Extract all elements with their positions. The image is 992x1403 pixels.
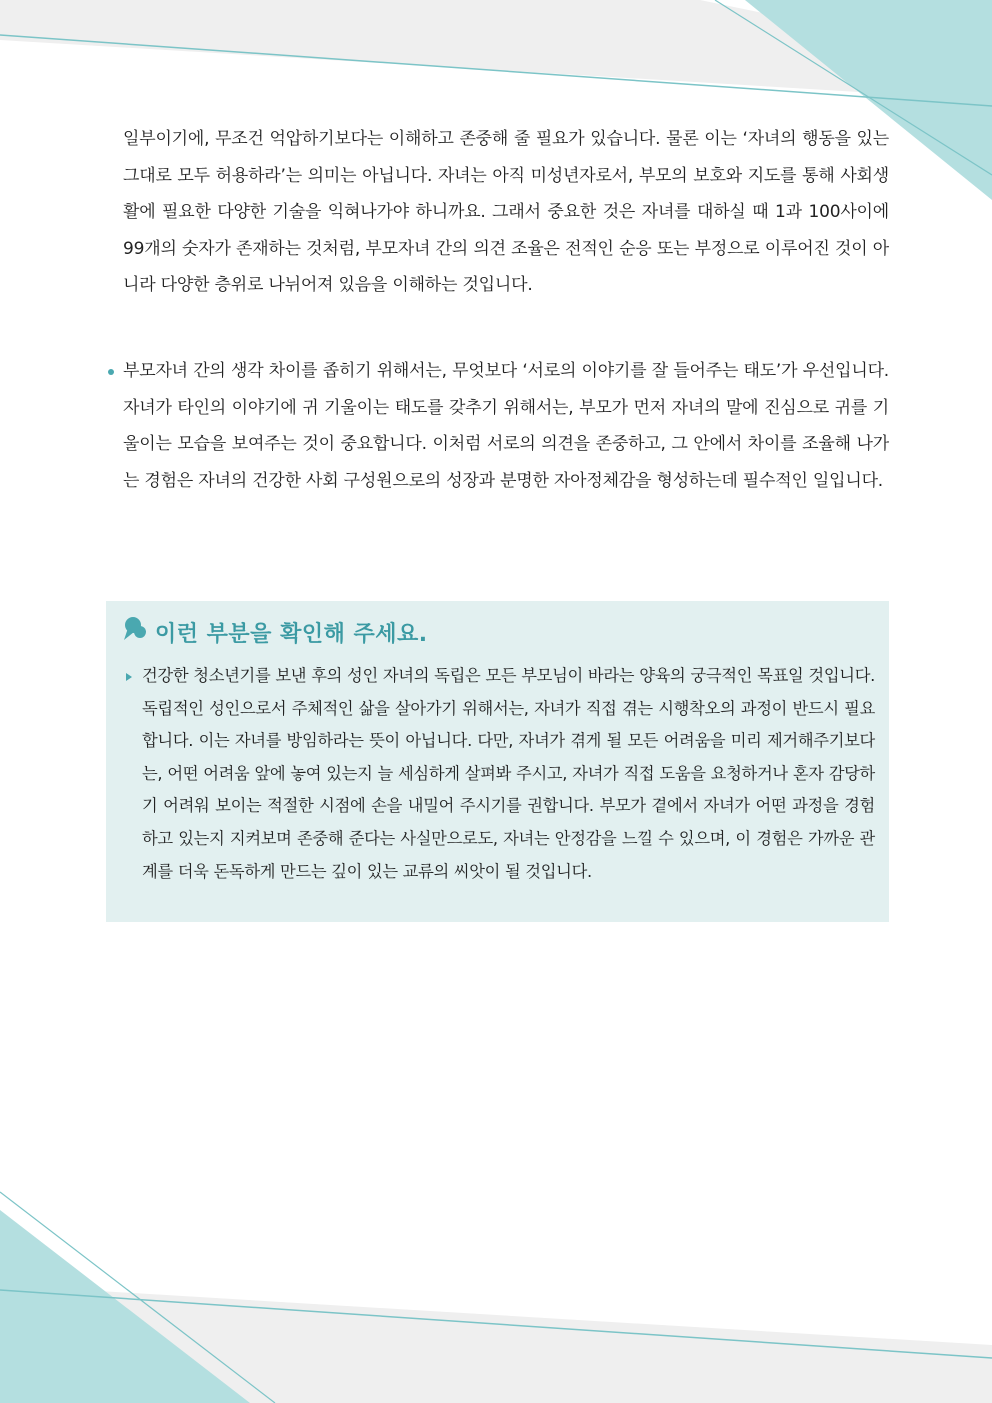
body-paragraph: 일부이기에, 무조건 억압하기보다는 이해하고 존중해 줄 필요가 있습니다. 물론 이는 ‘자녀의 행동을 있는 그대로 모두 허용하라’는 의미는 아닙니다. 자녀는 아직 미성년자로서, 부모의 보호와 지도를 통해 사회생활에 필요한 다양한 기술을 익혀나가야 하니까요. 그래서 중요한 것은 자녀를 대하실 때 1과 100사이에 99개의 숫자가 존재하는 것처럼, 부모자녀 간의 의견 조율은 전적인 순응 또는 부정으로 이루어진 것이 아니라 다양한 층위로 나뉘어져 있음을 이해하는 것입니다. <box>123 129 889 295</box>
tip-box-text: 건강한 청소년기를 보낸 후의 성인 자녀의 독립은 모든 부모님이 바라는 양육의 궁극적인 목표일 것입니다. 독립적인 성인으로서 주체적인 삶을 살아가기 위해서는, 자녀가 직접 겪는 시행착오의 과정이 반드시 필요합니다. 이는 자녀를 방임하라는 뜻이 아닙니다. 다만, 자녀가 겪게 될 모든 어려움을 미리 제거해주기보다는, 어떤 어려움 앞에 놓여 있는지 늘 세심하게 살펴봐 주시고, 자녀가 직접 도움을 요청하거나 혼자 감당하기 어려워 보이는 적절한 시점에 손을 내밀어 주시기를 권합니다. 부모가 곁에서 자녀가 어떤 과정을 경험하고 있는지 지켜보며 존중해 준다는 사실만으로도, 자녀는 안정감을 느낄 수 있으며, 이 경험은 가까운 관계를 더욱 돈독하게 만드는 깊이 있는 교류의 씨앗이 될 것입니다. <box>142 666 875 881</box>
triangle-bullet-icon <box>126 673 132 681</box>
tip-box-title: 이런 부분을 확인해 주세요. <box>155 622 428 647</box>
bullet-paragraph: 부모자녀 간의 생각 차이를 좁히기 위해서는, 무엇보다 ‘서로의 이야기를 잘 들어주는 태도’가 우선입니다. 자녀가 타인의 이야기에 귀 기울이는 태도를 갖추기 위해서는, 부모가 먼저 자녀의 말에 진심으로 귀를 기울이는 모습을 보여주는 것이 중요합니다. 이처럼 서로의 의견을 존중하고, 그 안에서 차이를 조율해 나가는 경험은 자녀의 건강한 사회 구성원으로의 성장과 분명한 자아정체감을 형성하는데 필수적인 일입니다. <box>123 361 889 491</box>
bullet-dot-icon <box>108 369 114 375</box>
pushpin-icon <box>120 614 152 646</box>
